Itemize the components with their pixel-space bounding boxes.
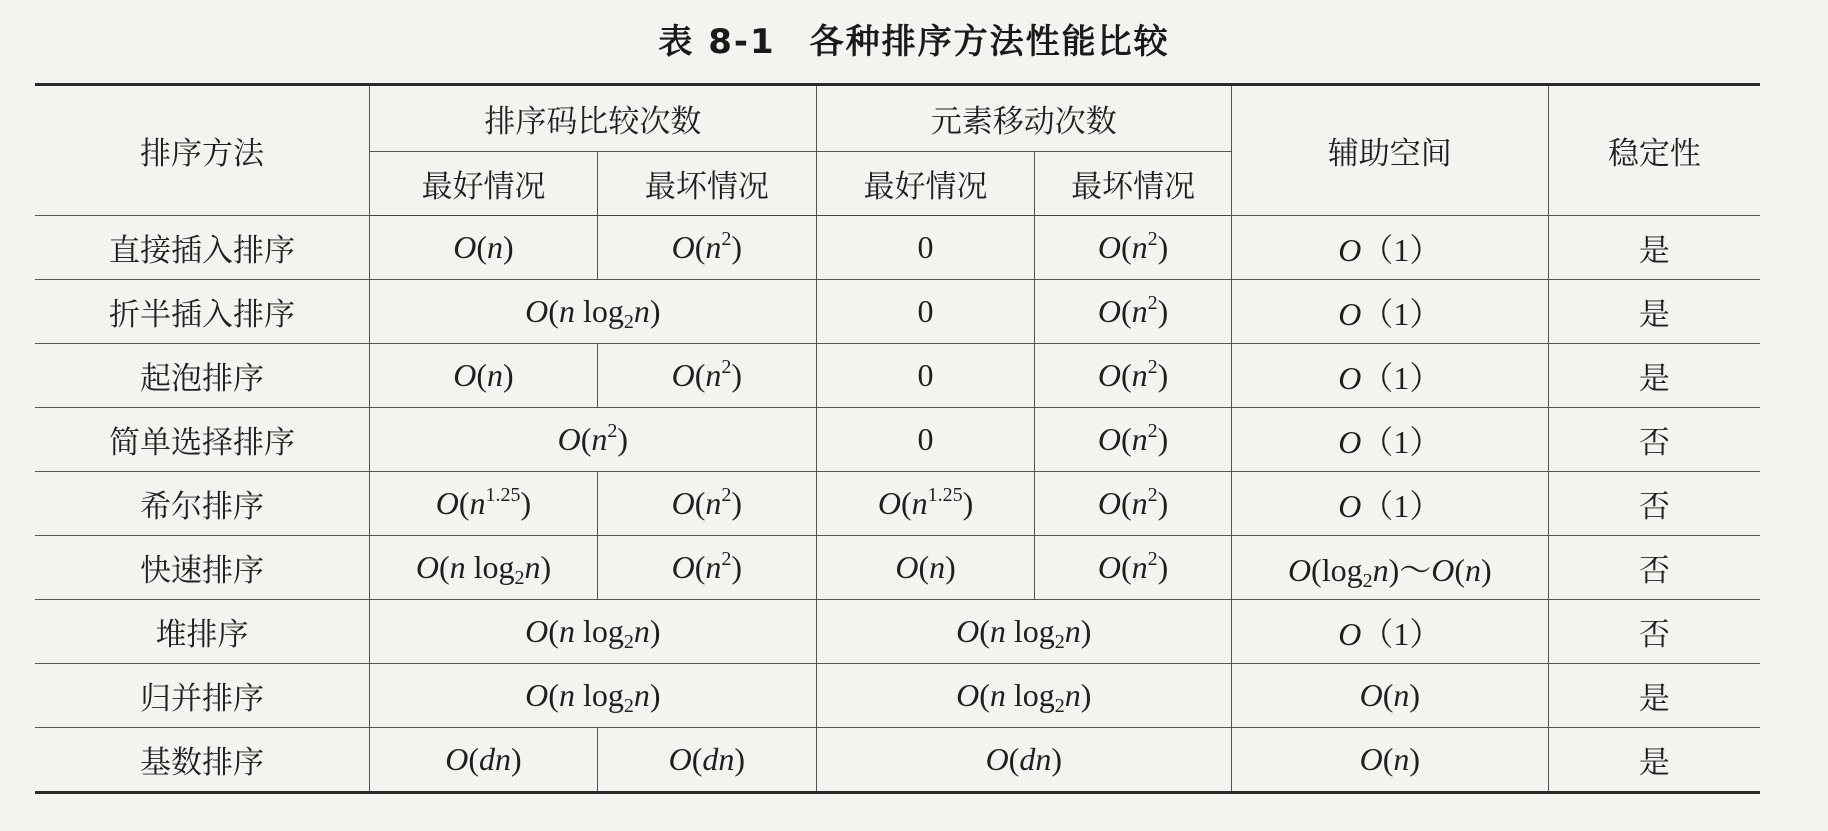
compare-best-cell: O(dn) [369, 728, 597, 793]
stable-cell: 是 [1548, 280, 1760, 344]
compare-best-cell: $O(n^{1.25})$ [369, 472, 597, 536]
header-stability: 稳定性 [1548, 85, 1760, 216]
space-cell: O(n) [1231, 664, 1548, 728]
compare-worst-cell: $O(n^2)$ [598, 536, 817, 600]
compare-worst-cell: $O(n^2)$ [598, 472, 817, 536]
move-cell: O(dn) [816, 728, 1231, 793]
method-cell: 基数排序 [35, 728, 369, 793]
header-move-worst: 最坏情况 [1035, 152, 1231, 216]
move-worst-cell: $O(n^2)$ [1035, 280, 1231, 344]
compare-worst-cell: $O(n^2)$ [598, 216, 817, 280]
method-cell: 归并排序 [35, 664, 369, 728]
compare-cell: $O(n^2)$ [369, 408, 816, 472]
sorting-comparison-table [35, 83, 1760, 794]
compare-worst-cell: $O(n^2)$ [598, 344, 817, 408]
compare-best-cell: O(n) [369, 344, 597, 408]
header-move-best: 最好情况 [816, 152, 1035, 216]
space-cell: O（1） [1231, 344, 1548, 408]
header-move-count: 元素移动次数 [816, 85, 1231, 152]
stable-cell: 是 [1548, 728, 1760, 793]
caption-number: 表 8-1 [658, 22, 776, 62]
header-compare-best: 最好情况 [369, 152, 597, 216]
stable-cell: 否 [1548, 472, 1760, 536]
space-cell: O（1） [1231, 216, 1548, 280]
move-best-cell: 0 [816, 408, 1035, 472]
move-worst-cell: $O(n^2)$ [1035, 536, 1231, 600]
compare-cell: O(n $\log_2n$) [369, 280, 816, 344]
compare-best-cell: O(n $\log_2n$) [369, 536, 597, 600]
space-cell: O（1） [1231, 280, 1548, 344]
move-cell: O(n $\log_2n$) [816, 664, 1231, 728]
method-cell: 快速排序 [35, 536, 369, 600]
stable-cell: 否 [1548, 600, 1760, 664]
header-row-1 [35, 85, 1760, 152]
space-cell: O（1） [1231, 472, 1548, 536]
table-row [35, 600, 1760, 664]
table-row [35, 344, 1760, 408]
space-cell: O(n) [1231, 728, 1548, 793]
space-cell: $O(\log_2n)\sim O(n)$ [1231, 536, 1548, 600]
method-cell: 折半插入排序 [35, 280, 369, 344]
space-cell: O（1） [1231, 408, 1548, 472]
table-row [35, 408, 1760, 472]
header-compare-count: 排序码比较次数 [369, 85, 816, 152]
stable-cell: 是 [1548, 344, 1760, 408]
table-row [35, 472, 1760, 536]
table-row [35, 664, 1760, 728]
move-worst-cell: $O(n^2)$ [1035, 344, 1231, 408]
header-compare-worst: 最坏情况 [598, 152, 817, 216]
move-best-cell: 0 [816, 344, 1035, 408]
compare-cell: O(n $\log_2n$) [369, 664, 816, 728]
move-cell: O(n $\log_2n$) [816, 600, 1231, 664]
table-row [35, 536, 1760, 600]
table-row [35, 728, 1760, 793]
stable-cell: 是 [1548, 664, 1760, 728]
stable-cell: 否 [1548, 408, 1760, 472]
caption-text: 各种排序方法性能比较 [809, 22, 1170, 62]
header-aux-space: 辅助空间 [1231, 85, 1548, 216]
move-worst-cell: $O(n^2)$ [1035, 408, 1231, 472]
compare-cell: O(n $\log_2n$) [369, 600, 816, 664]
method-cell: 堆排序 [35, 600, 369, 664]
method-cell: 简单选择排序 [35, 408, 369, 472]
compare-best-cell: O(n) [369, 216, 597, 280]
move-worst-cell: $O(n^2)$ [1035, 216, 1231, 280]
move-best-cell: 0 [816, 280, 1035, 344]
move-best-cell: $O(n^{1.25})$ [816, 472, 1035, 536]
table-caption [0, 14, 1828, 63]
header-method: 排序方法 [35, 85, 369, 216]
method-cell: 直接插入排序 [35, 216, 369, 280]
method-cell: 希尔排序 [35, 472, 369, 536]
table-row [35, 280, 1760, 344]
move-best-cell: 0 [816, 216, 1035, 280]
stable-cell: 是 [1548, 216, 1760, 280]
move-best-cell: O(n) [816, 536, 1035, 600]
stable-cell: 否 [1548, 536, 1760, 600]
table-row [35, 216, 1760, 280]
method-cell: 起泡排序 [35, 344, 369, 408]
compare-worst-cell: O(dn) [598, 728, 817, 793]
space-cell: O（1） [1231, 600, 1548, 664]
move-worst-cell: $O(n^2)$ [1035, 472, 1231, 536]
